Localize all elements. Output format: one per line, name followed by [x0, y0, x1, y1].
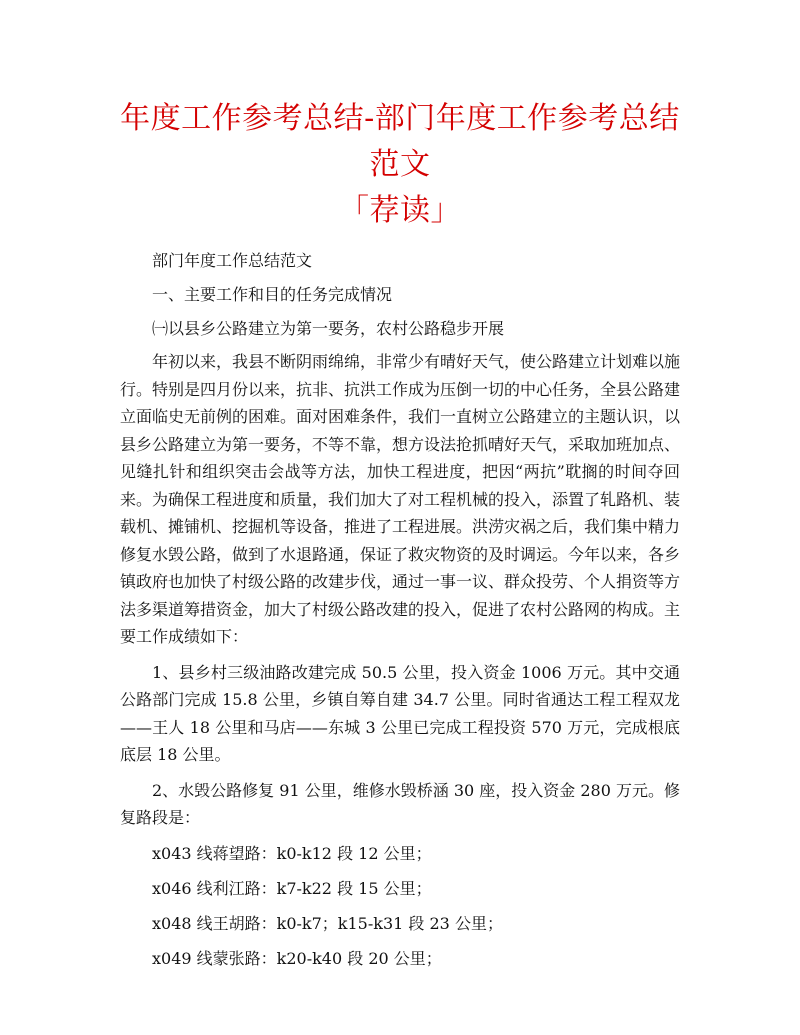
- body-paragraph-1: 年初以来，我县不断阴雨绵绵，非常少有晴好天气，使公路建立计划难以施行。特别是四月份以来，抗非、抗洪工作成为压倒一切的中心任务，全县公路建立面临史无前例的困难。面对困难条件，我们一直树立公路建立的主题认识，以县乡公路建立为第一要务，不等不靠，想方设法抢抓晴好天气，采取加班加点、见缝扎针和组织突击会战等方法，加快工程进度，把因“两抗”耽搁的时间夺回来。为确保工程进度和质量，我们加大了对工程机械的投入，添置了轧路机、装载机、摊铺机、挖掘机等设备，推进了工程进展。洪涝灾祸之后，我们集中精力修复水毁公路，做到了水退路通，保证了救灾物资的及时调运。今年以来，各乡镇政府也加快了村级公路的改建步伐，通过一事一议、群众投劳、个人捐资等方法多渠道筹措资金，加大了村级公路改建的投入，促进了农村公路网的构成。主要工作成绩如下：: [120, 352, 681, 646]
- road-item: x049 线蒙张路：k20-k40 段 20 公里；: [152, 948, 442, 968]
- section-heading: 一、主要工作和目的任务完成情况: [152, 285, 393, 304]
- body-paragraph-3: 2、水毁公路修复 91 公里，维修水毁桥涵 30 座，投入资金 280 万元。修复路段是：: [120, 780, 680, 827]
- road-list: [120, 840, 680, 972]
- road-item: x048 线王胡路：k0-k7；k15-k31 段 23 公里；: [152, 913, 503, 933]
- title-line-2: 「荐读」: [339, 193, 461, 228]
- document-title: [120, 96, 680, 234]
- subsection-heading: ㈠以县乡公路建立为第一要务，农村公路稳步开展: [152, 319, 505, 338]
- document-subtitle: 部门年度工作总结范文: [152, 251, 313, 270]
- body-paragraph-2: 1、县乡村三级油路改建完成 50.5 公里，投入资金 1006 万元。其中交通公路部门完成 15.8 公里，乡镇自筹自建 34.7 公里。同时省通达工程工程双龙——王人 18 公里和马店——东城 3 公里已完成工程投资 570 万元，完成根底底层 18 公里。: [120, 662, 680, 764]
- title-line-1: 年度工作参考总结-部门年度工作参考总结范文: [120, 101, 680, 182]
- road-item: x046 线利江路：k7-k22 段 15 公里；: [152, 878, 432, 898]
- document-page: [120, 96, 680, 980]
- road-item: x043 线蒋望路：k0-k12 段 12 公里；: [152, 843, 432, 863]
